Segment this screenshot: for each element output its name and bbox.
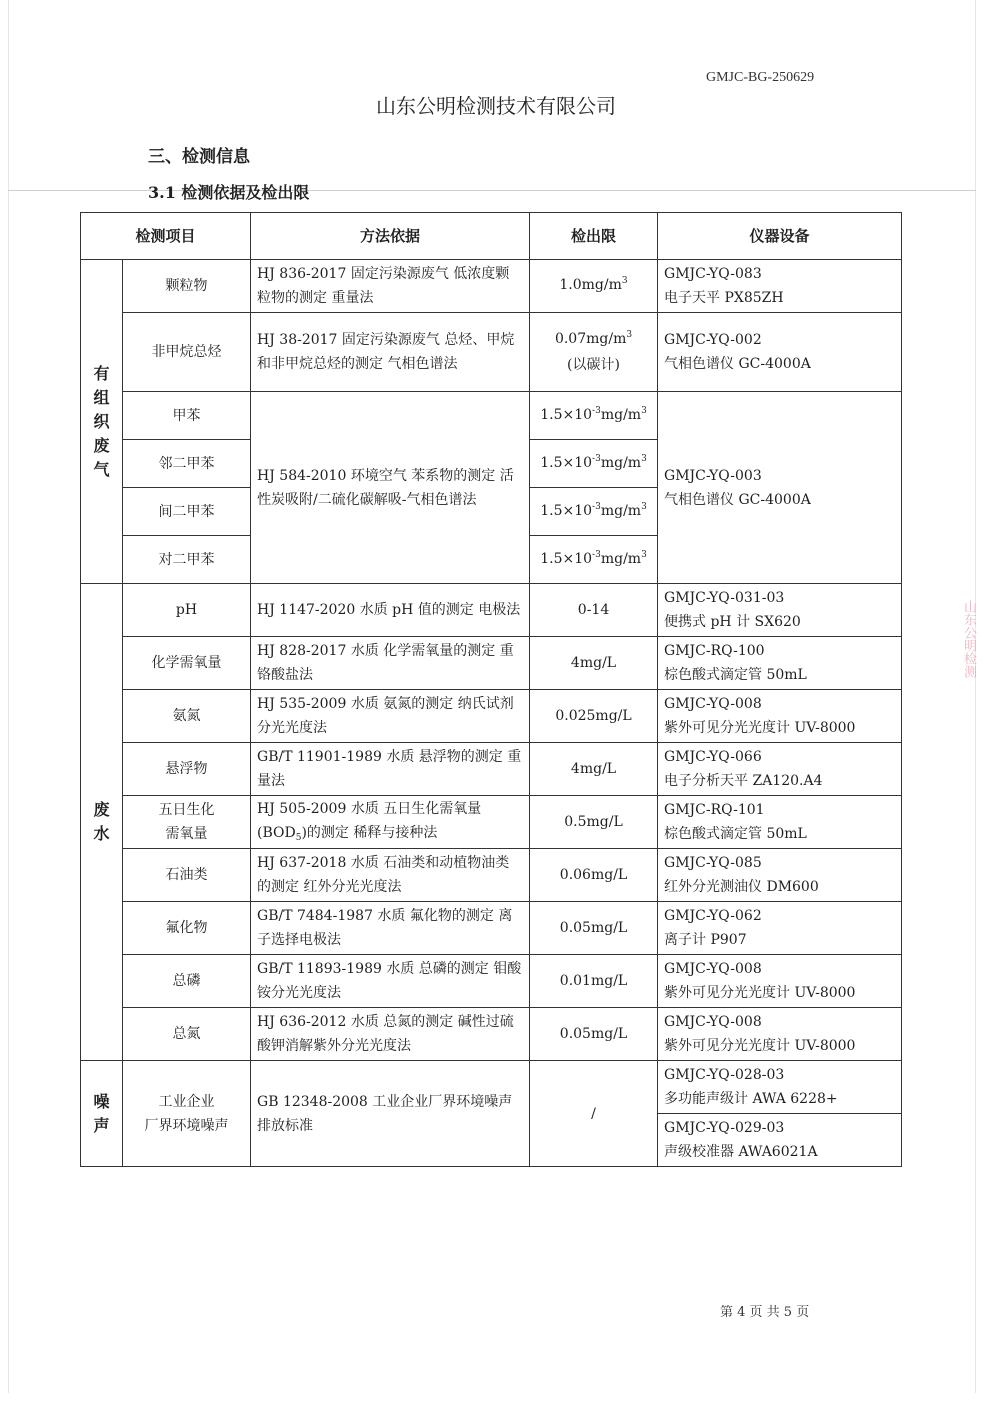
equipment: GMJC-YQ-029-03 声级校准器 AWA6021A — [658, 1114, 902, 1167]
item-name: 五日生化 需氧量 — [123, 796, 251, 849]
item-name: 石油类 — [123, 849, 251, 902]
equipment: GMJC-YQ-003 气相色谱仪 GC-4000A — [658, 392, 902, 584]
method-basis: GB/T 11893-1989 水质 总磷的测定 钼酸铵分光光度法 — [251, 955, 530, 1008]
detection-limit: 0.05mg/L — [530, 1008, 658, 1061]
detection-limit: 0.06mg/L — [530, 849, 658, 902]
equipment: GMJC-YQ-002 气相色谱仪 GC-4000A — [658, 313, 902, 392]
item-name: pH — [123, 584, 251, 637]
detection-limit: 4mg/L — [530, 637, 658, 690]
detection-limit: $1.0mg/m^3$ — [530, 260, 658, 313]
table-row — [81, 690, 902, 743]
method-basis: HJ 1147-2020 水质 pH 值的测定 电极法 — [251, 584, 530, 637]
method-basis: HJ 636-2012 水质 总氮的测定 碱性过硫酸钾消解紫外分光光度法 — [251, 1008, 530, 1061]
header-method: 方法依据 — [251, 213, 530, 260]
group-noise: 噪声 — [81, 1061, 123, 1167]
detection-limit: $1.5\times 10^{-3}mg/m^3$ — [530, 488, 658, 536]
table-row — [81, 392, 902, 440]
table-row — [81, 743, 902, 796]
detection-limit: $0.07mg/m^3$ (以碳计) — [530, 313, 658, 392]
header-item: 检测项目 — [81, 213, 251, 260]
item-name: 对二甲苯 — [123, 536, 251, 584]
detection-limit: 0.025mg/L — [530, 690, 658, 743]
method-basis: HJ 505-2009 水质 五日生化需氧量 $(BOD_5)$的测定 稀释与接种法 — [251, 796, 530, 849]
item-name: 工业企业 厂界环境噪声 — [123, 1061, 251, 1167]
report-code: GMJC-BG-250629 — [706, 70, 815, 85]
method-basis: HJ 584-2010 环境空气 苯系物的测定 活性炭吸附/二硫化碳解吸-气相色谱法 — [251, 392, 530, 584]
detection-table — [80, 212, 902, 1167]
table-row — [81, 849, 902, 902]
group-wastewater: 废水 — [81, 584, 123, 1061]
detection-limit: $1.5\times 10^{-3}mg/m^3$ — [530, 536, 658, 584]
table-row — [81, 637, 902, 690]
equipment: GMJC-YQ-062 离子计 P907 — [658, 902, 902, 955]
item-name: 邻二甲苯 — [123, 440, 251, 488]
seal-stamp-fragment: 山东公明检测 — [961, 600, 976, 678]
table-row — [81, 313, 902, 392]
detection-limit: 0-14 — [530, 584, 658, 637]
detection-limit: 4mg/L — [530, 743, 658, 796]
table-row — [81, 902, 902, 955]
table-row — [81, 584, 902, 637]
equipment: GMJC-YQ-008 紫外可见分光光度计 UV-8000 — [658, 690, 902, 743]
detection-limit: 0.05mg/L — [530, 902, 658, 955]
equipment: GMJC-YQ-085 红外分光测油仪 DM600 — [658, 849, 902, 902]
item-name: 非甲烷总烃 — [123, 313, 251, 392]
detection-limit: 0.01mg/L — [530, 955, 658, 1008]
detection-limit: 0.5mg/L — [530, 796, 658, 849]
method-basis: GB/T 7484-1987 水质 氟化物的测定 离子选择电极法 — [251, 902, 530, 955]
equipment: GMJC-RQ-100 棕色酸式滴定管 50mL — [658, 637, 902, 690]
group-organized-gas: 有组织废气 — [81, 260, 123, 584]
page-number: 第 4 页 共 5 页 — [720, 1305, 810, 1320]
header-limit: 检出限 — [530, 213, 658, 260]
company-name: 山东公明检测技术有限公司 — [376, 94, 616, 118]
table-row — [81, 260, 902, 313]
item-name: 间二甲苯 — [123, 488, 251, 536]
table-header-row — [81, 213, 902, 260]
item-name: 悬浮物 — [123, 743, 251, 796]
table-row — [81, 1061, 902, 1114]
equipment: GMJC-YQ-008 紫外可见分光光度计 UV-8000 — [658, 955, 902, 1008]
method-basis: HJ 535-2009 水质 氨氮的测定 纳氏试剂分光光度法 — [251, 690, 530, 743]
equipment: GMJC-YQ-066 电子分析天平 ZA120.A4 — [658, 743, 902, 796]
detection-limit: $1.5\times 10^{-3}mg/m^3$ — [530, 440, 658, 488]
equipment: GMJC-YQ-008 紫外可见分光光度计 UV-8000 — [658, 1008, 902, 1061]
method-basis: GB 12348-2008 工业企业厂界环境噪声排放标准 — [251, 1061, 530, 1167]
detection-limit: $1.5\times 10^{-3}mg/m^3$ — [530, 392, 658, 440]
equipment: GMJC-YQ-028-03 多功能声级计 AWA 6228+ — [658, 1061, 902, 1114]
method-basis: HJ 828-2017 水质 化学需氧量的测定 重铬酸盐法 — [251, 637, 530, 690]
table-row — [81, 955, 902, 1008]
method-basis: HJ 836-2017 固定污染源废气 低浓度颗粒物的测定 重量法 — [251, 260, 530, 313]
header-equipment: 仪器设备 — [658, 213, 902, 260]
table-row — [81, 1008, 902, 1061]
section-title: 三、检测信息 — [148, 147, 250, 167]
item-name: 氨氮 — [123, 690, 251, 743]
item-name: 甲苯 — [123, 392, 251, 440]
detection-limit: / — [530, 1061, 658, 1167]
method-basis: GB/T 11901-1989 水质 悬浮物的测定 重量法 — [251, 743, 530, 796]
item-name: 总氮 — [123, 1008, 251, 1061]
item-name: 总磷 — [123, 955, 251, 1008]
equipment: GMJC-YQ-031-03 便携式 pH 计 SX620 — [658, 584, 902, 637]
method-basis: HJ 38-2017 固定污染源废气 总烃、甲烷和非甲烷总烃的测定 气相色谱法 — [251, 313, 530, 392]
equipment: GMJC-RQ-101 棕色酸式滴定管 50mL — [658, 796, 902, 849]
table-row — [81, 796, 902, 849]
subsection-title: 3.1 检测依据及检出限 — [148, 183, 310, 202]
equipment: GMJC-YQ-083 电子天平 PX85ZH — [658, 260, 902, 313]
item-name: 化学需氧量 — [123, 637, 251, 690]
item-name: 颗粒物 — [123, 260, 251, 313]
item-name: 氟化物 — [123, 902, 251, 955]
method-basis: HJ 637-2018 水质 石油类和动植物油类的测定 红外分光光度法 — [251, 849, 530, 902]
